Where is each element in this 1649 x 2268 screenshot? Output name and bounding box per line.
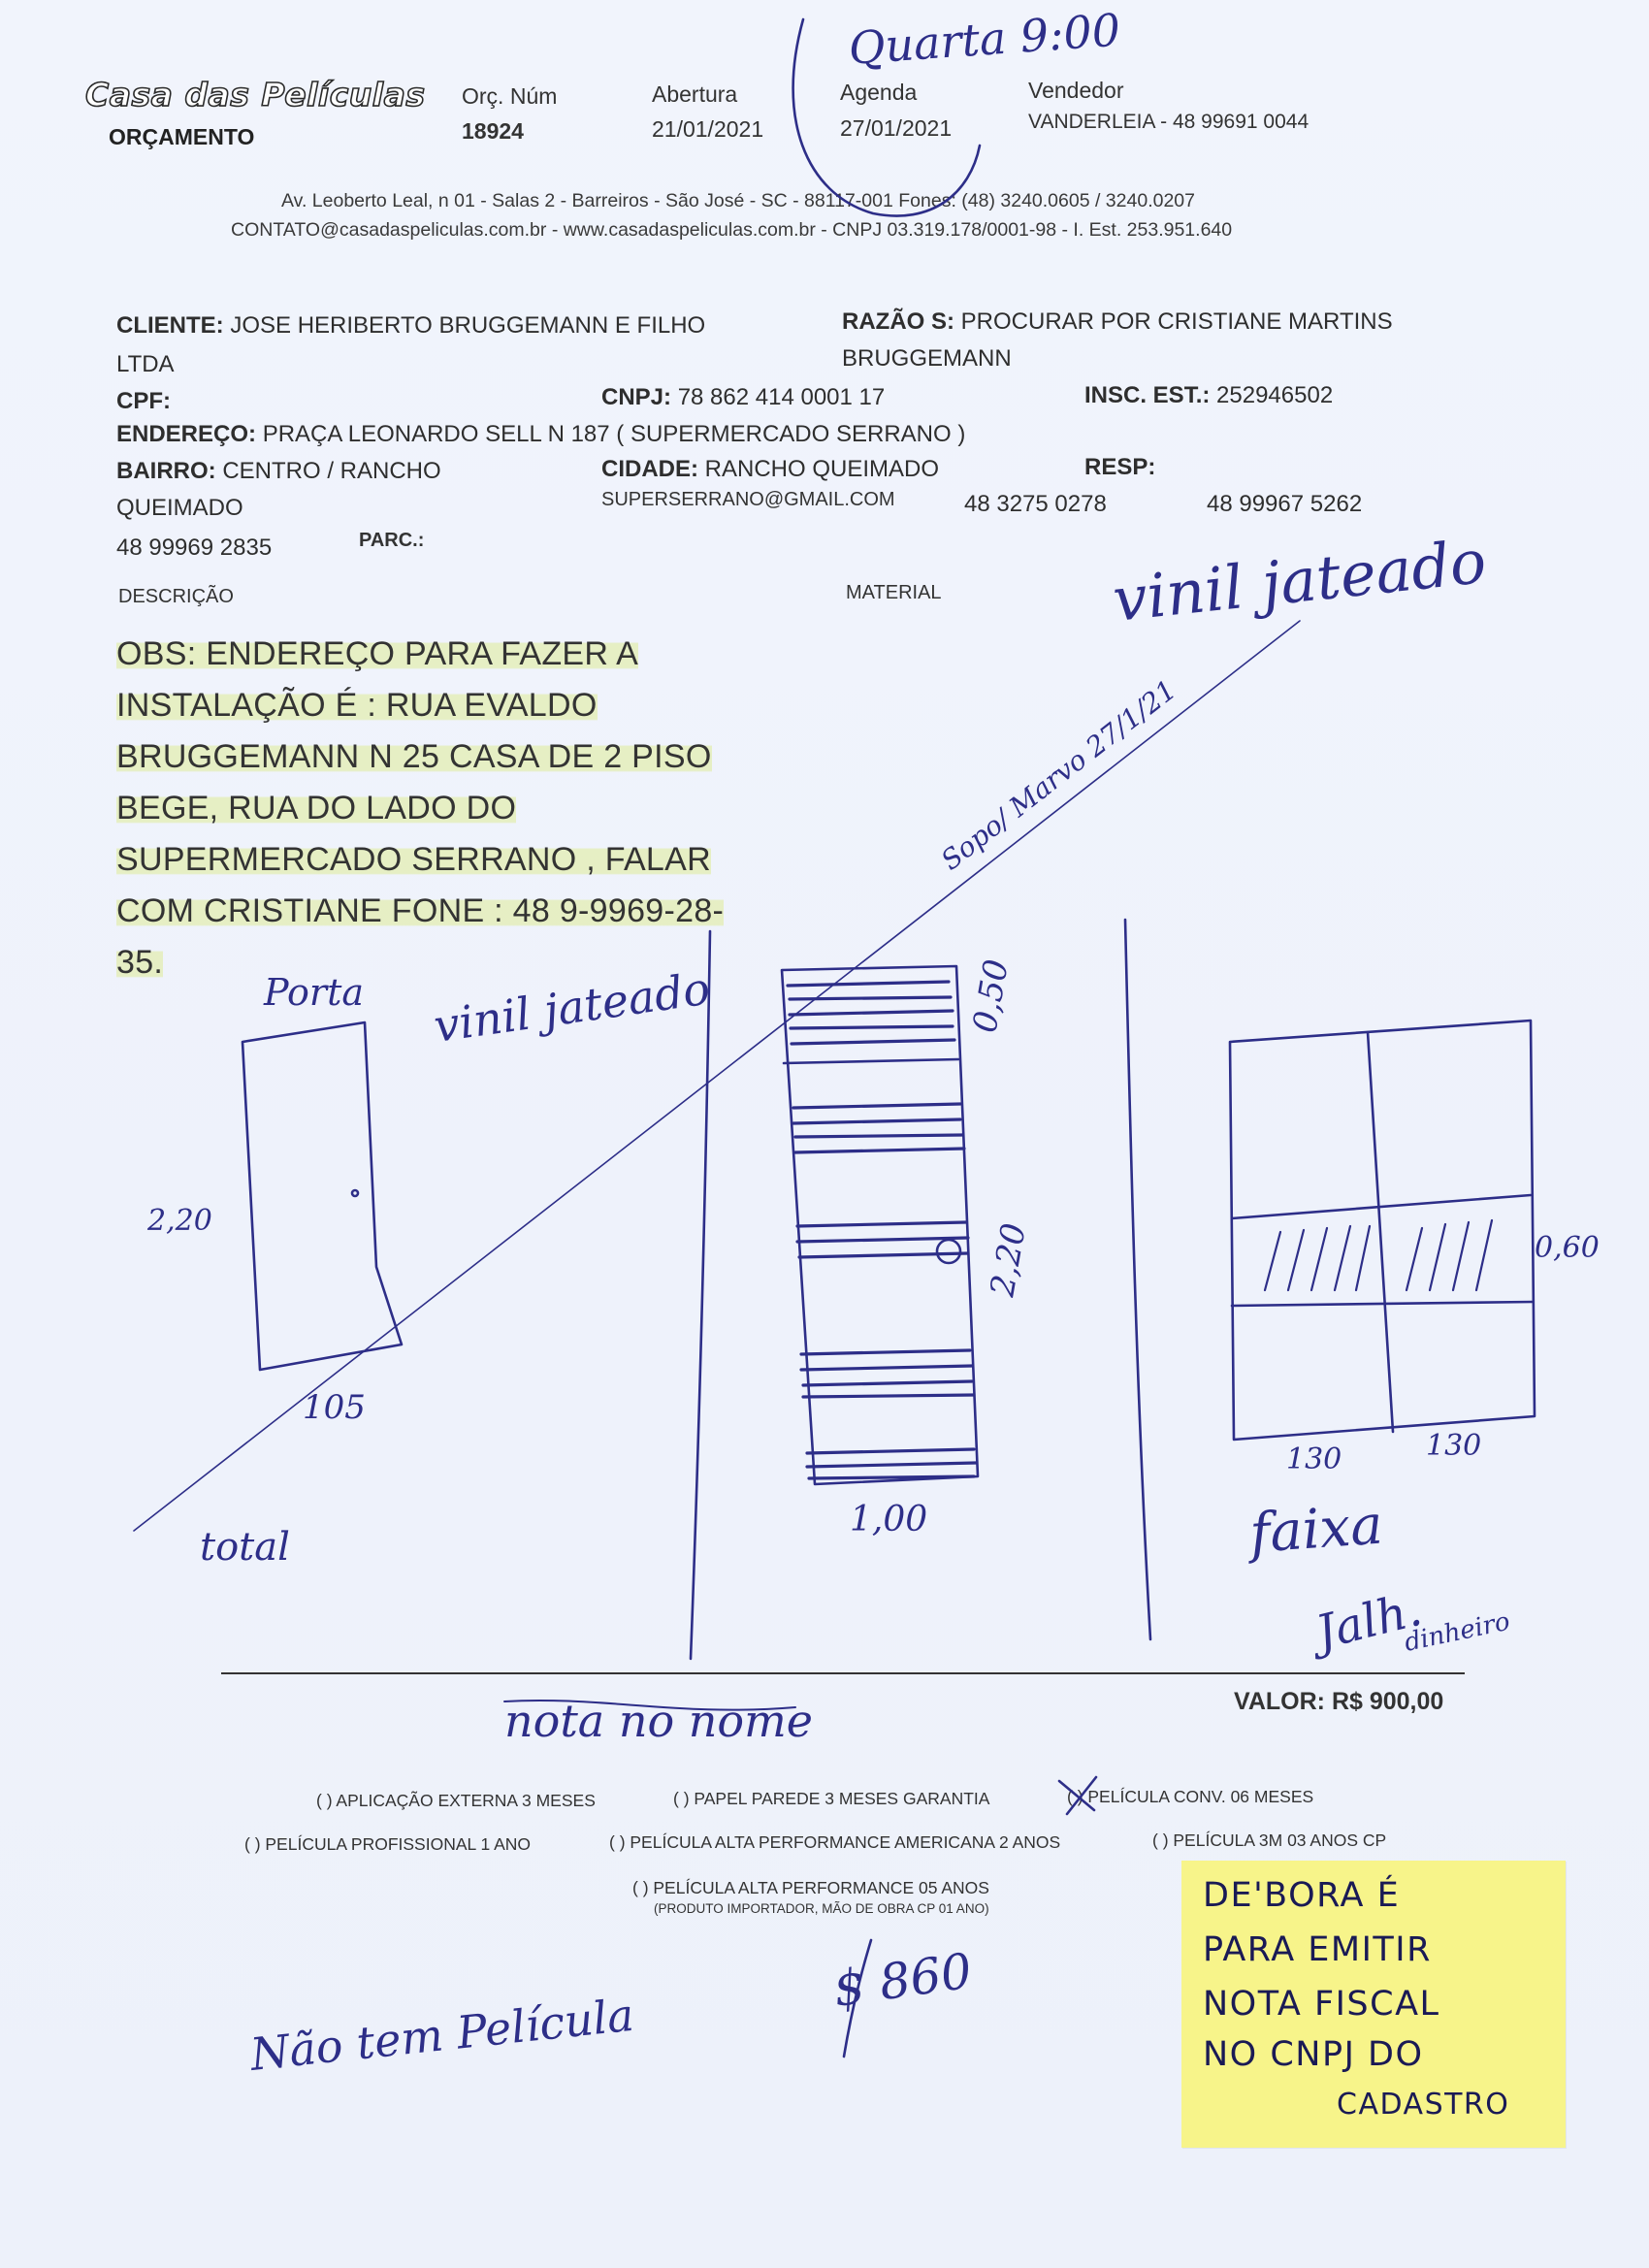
faixa-bottom (1232, 1302, 1533, 1306)
obs-line: SUPERMERCADO SERRANO , FALAR (116, 841, 711, 878)
option-note: (PRODUTO IMPORTADOR, MÃO DE OBRA CP 01 ANO) (654, 1901, 989, 1916)
obs-line: 35. (116, 944, 164, 981)
faixa-hatching (1265, 1220, 1492, 1290)
valor-value: R$ 900,00 (1331, 1688, 1444, 1715)
double-window-mullion (1368, 1032, 1393, 1432)
razao-value: PROCURAR POR CRISTIANE MARTINS (960, 308, 1393, 335)
option-pelicula-conv[interactable]: ( ) PELÍCULA CONV. 06 MESES (1067, 1787, 1314, 1806)
obs-line: BRUGGEMANN N 25 CASA DE 2 PISO (116, 738, 712, 775)
cnpj-label: CNPJ: (601, 384, 672, 410)
faixa-top (1232, 1195, 1531, 1218)
obs-line: OBS: ENDEREÇO PARA FAZER A (116, 635, 639, 672)
hw-porta: Porta (264, 971, 364, 1014)
window-stripes (788, 982, 976, 1478)
vendedor-label: Vendedor (1028, 78, 1124, 103)
hw-dim-130-right: 130 (1426, 1429, 1482, 1463)
hw-valor-860: $ 860 (829, 1942, 976, 2018)
hw-dim-050: 0,50 (965, 956, 1018, 1036)
sticky-note-line: NO CNPJ DO (1203, 2035, 1424, 2074)
orc-number: 18924 (462, 118, 524, 144)
cidade-label: CIDADE: (601, 456, 698, 482)
option-aplicacao-externa[interactable]: ( ) APLICAÇÃO EXTERNA 3 MESES (316, 1791, 596, 1810)
cpf-label: CPF: (116, 388, 171, 414)
hw-total: total (200, 1525, 290, 1570)
company-contact: CONTATO@casadaspeliculas.com.br - www.casadaspeliculas.com.br - CNPJ 03.319.178/0001-98 - I. Est. 253.951.640 (231, 219, 1233, 241)
hw-vinil-jateado: vinil jateado (431, 961, 714, 1053)
sticky-note-line: NOTA FISCAL (1203, 1985, 1440, 2024)
obs-line: INSTALAÇÃO É : RUA EVALDO (116, 687, 598, 724)
agenda-label: Agenda (840, 80, 918, 105)
vendedor-value: VANDERLEIA - 48 99691 0044 (1028, 111, 1310, 133)
hw-nao-tem-pelicula: Não tem Película (247, 1988, 636, 2081)
sticky-note-line: PARA EMITIR (1203, 1930, 1432, 1969)
abertura-label: Abertura (652, 81, 738, 107)
sticky-note-line: CADASTRO (1337, 2088, 1510, 2122)
ink-divider-left (691, 931, 710, 1659)
agenda-date: 27/01/2021 (840, 115, 953, 141)
option-alta-performance-americana[interactable]: ( ) PELÍCULA ALTA PERFORMANCE AMERICANA 2 ANOS (609, 1832, 1061, 1852)
hw-dim-130-left: 130 (1286, 1442, 1342, 1476)
hw-dim-door-height: 2,20 (147, 1204, 212, 1238)
window-divider (784, 1059, 958, 1063)
client-email: SUPERSERRANO@GMAIL.COM (601, 489, 895, 510)
endereco-label: ENDEREÇO: (116, 421, 257, 447)
razao-label: RAZÃO S: (842, 308, 954, 335)
hw-date-note: Sopo/ Marvo 27/1/21 (934, 673, 1182, 877)
abertura-date: 21/01/2021 (652, 116, 764, 142)
option-pelicula-3m[interactable]: ( ) PELÍCULA 3M 03 ANOS CP (1152, 1831, 1387, 1850)
hw-dim-door-width: 105 (303, 1388, 366, 1427)
hw-faixa: faixa (1247, 1493, 1385, 1566)
hw-dinheiro: dinheiro (1402, 1606, 1513, 1658)
valor-label: VALOR: (1234, 1688, 1325, 1715)
door-knob (352, 1190, 358, 1196)
client-phone-1: 48 3275 0278 (964, 491, 1107, 517)
company-address: Av. Leoberto Leal, n 01 - Salas 2 - Barreiros - São José - SC - 88117-001 Fones: (48) 3240.0605 / 3240.0207 (281, 190, 1195, 211)
cliente-value-cont: LTDA (116, 351, 175, 377)
hw-dim-window-width: 1,00 (850, 1500, 928, 1539)
bairro-label: BAIRRO: (116, 458, 216, 484)
obs-line: BEGE, RUA DO LADO DO (116, 790, 517, 826)
ink-check-mark (1059, 1777, 1096, 1814)
cliente-value: JOSE HERIBERTO BRUGGEMANN E FILHO (230, 312, 706, 339)
client-phone-2: 48 99967 5262 (1207, 491, 1363, 517)
insc-value: 252946502 (1216, 382, 1334, 408)
hw-signature: Jalh. (1310, 1581, 1428, 1661)
material-label: MATERIAL (846, 582, 942, 603)
cidade-value: RANCHO QUEIMADO (704, 456, 940, 482)
company-logo: Casa das Películas (85, 76, 426, 113)
hw-agenda-time: Quarta 9:00 (847, 3, 1122, 75)
sticky-note-line: DE'BORA É (1203, 1876, 1401, 1915)
door-sketch (242, 1022, 402, 1370)
ink-circle (937, 1240, 960, 1263)
insc-label: INSC. EST.: (1084, 382, 1211, 408)
orc-label: Orç. Núm (462, 83, 558, 109)
razao-value-cont: BRUGGEMANN (842, 345, 1012, 372)
resp-label: RESP: (1084, 454, 1156, 480)
option-papel-parede[interactable]: ( ) PAPEL PAREDE 3 MESES GARANTIA (673, 1789, 990, 1808)
hw-dim-window-height: 2,20 (983, 1220, 1035, 1300)
client-phone-3: 48 99969 2835 (116, 535, 273, 561)
cliente-label: CLIENTE: (116, 312, 224, 339)
option-pelicula-profissional[interactable]: ( ) PELÍCULA PROFISSIONAL 1 ANO (244, 1834, 531, 1854)
hw-nota-no-nome: nota no nome (504, 1695, 813, 1747)
option-alta-performance-05[interactable]: ( ) PELÍCULA ALTA PERFORMANCE 05 ANOS (632, 1878, 989, 1897)
descricao-label: DESCRIÇÃO (118, 586, 234, 607)
bairro-value: CENTRO / RANCHO (222, 458, 441, 484)
endereco-value: PRAÇA LEONARDO SELL N 187 ( SUPERMERCADO SERRANO ) (262, 421, 966, 447)
ink-divider-right (1125, 920, 1150, 1639)
hw-material: vinil jateado (1109, 525, 1490, 635)
bairro-value-cont: QUEIMADO (116, 495, 243, 521)
parc-label: PARC.: (359, 530, 425, 551)
obs-line: COM CRISTIANE FONE : 48 9-9969-28- (116, 892, 725, 929)
cnpj-value: 78 862 414 0001 17 (677, 384, 886, 410)
hw-dim-060: 0,60 (1535, 1231, 1600, 1265)
document-type: ORÇAMENTO (109, 124, 255, 149)
